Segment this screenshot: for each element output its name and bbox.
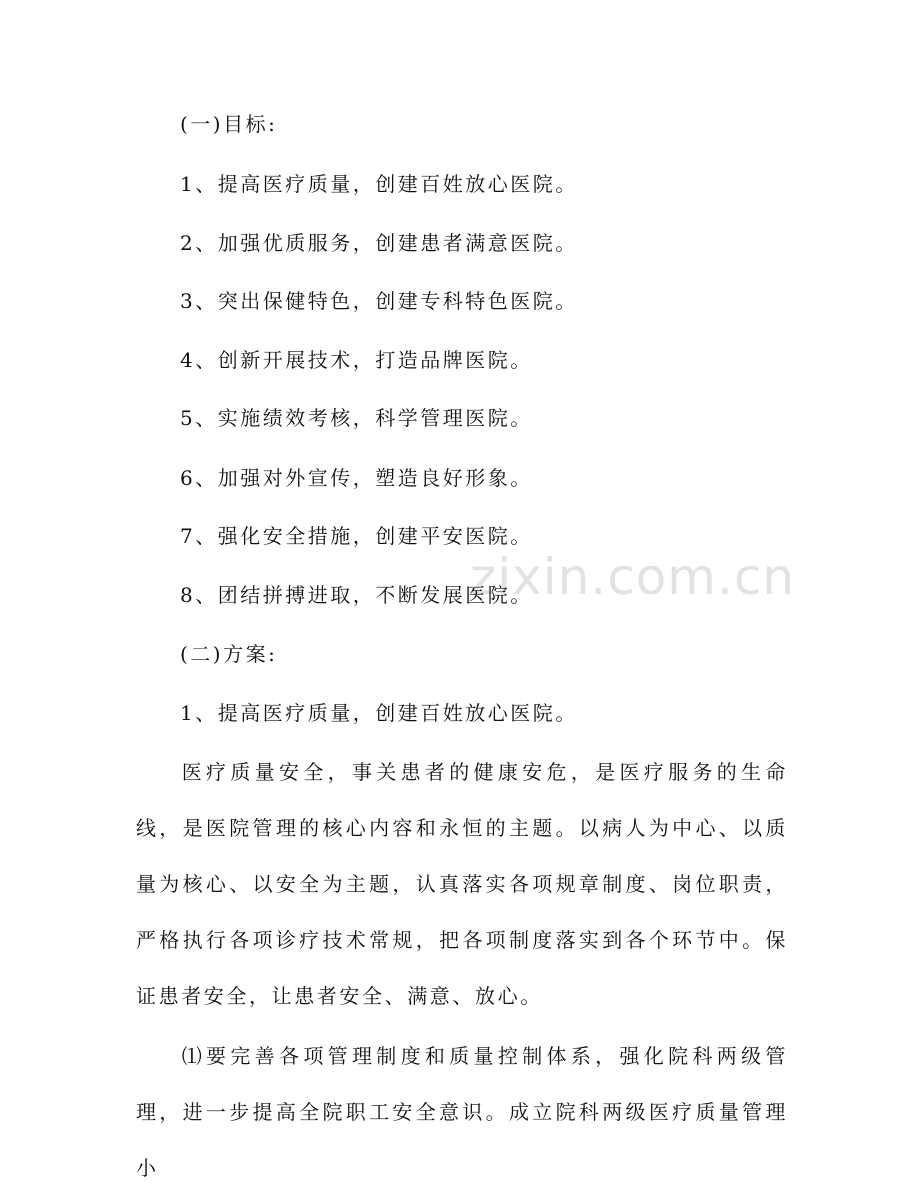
paragraph-1: [136, 744, 788, 1024]
heading-goals: (一)目标:: [180, 112, 278, 136]
paragraph-2-text: ⑴要完善各项管理制度和质量控制体系，强化院科两级管理，进一步提高全院职工安全意识。成立院科两级医疗质量管理小: [136, 1044, 788, 1180]
goal-item-4: 4、创新开展技术，打造品牌医院。: [180, 348, 533, 372]
paragraph-1-text: 医疗质量安全，事关患者的健康安危，是医疗服务的生命线，是医院管理的核心内容和永恒的主题。以病人为中心、以质量为核心、以安全为主题，认真落实各项规章制度、岗位职责，严格执行各项诊疗技术常规，把各项制度落实到各个环节中。保证患者安全，让患者安全、满意、放心。: [136, 760, 788, 1008]
watermark: zixin.com.cn: [470, 548, 796, 606]
goal-item-1: 1、提高医疗质量，创建百姓放心医院。: [180, 172, 578, 196]
heading-plan: (二)方案:: [180, 642, 278, 666]
goal-item-3: 3、突出保健特色，创建专科特色医院。: [180, 289, 578, 313]
goal-item-5: 5、实施绩效考核，科学管理医院。: [180, 406, 533, 430]
goal-item-2: 2、加强优质服务，创建患者满意医院。: [180, 231, 578, 255]
plan-item-1: 1、提高医疗质量，创建百姓放心医院。: [180, 701, 578, 725]
goal-item-7: 7、强化安全措施，创建平安医院。: [180, 524, 533, 548]
paragraph-2: [136, 1028, 788, 1196]
goal-item-8: 8、团结拼搏进取，不断发展医院。: [180, 583, 533, 607]
goal-item-6: 6、加强对外宣传，塑造良好形象。: [180, 466, 533, 490]
